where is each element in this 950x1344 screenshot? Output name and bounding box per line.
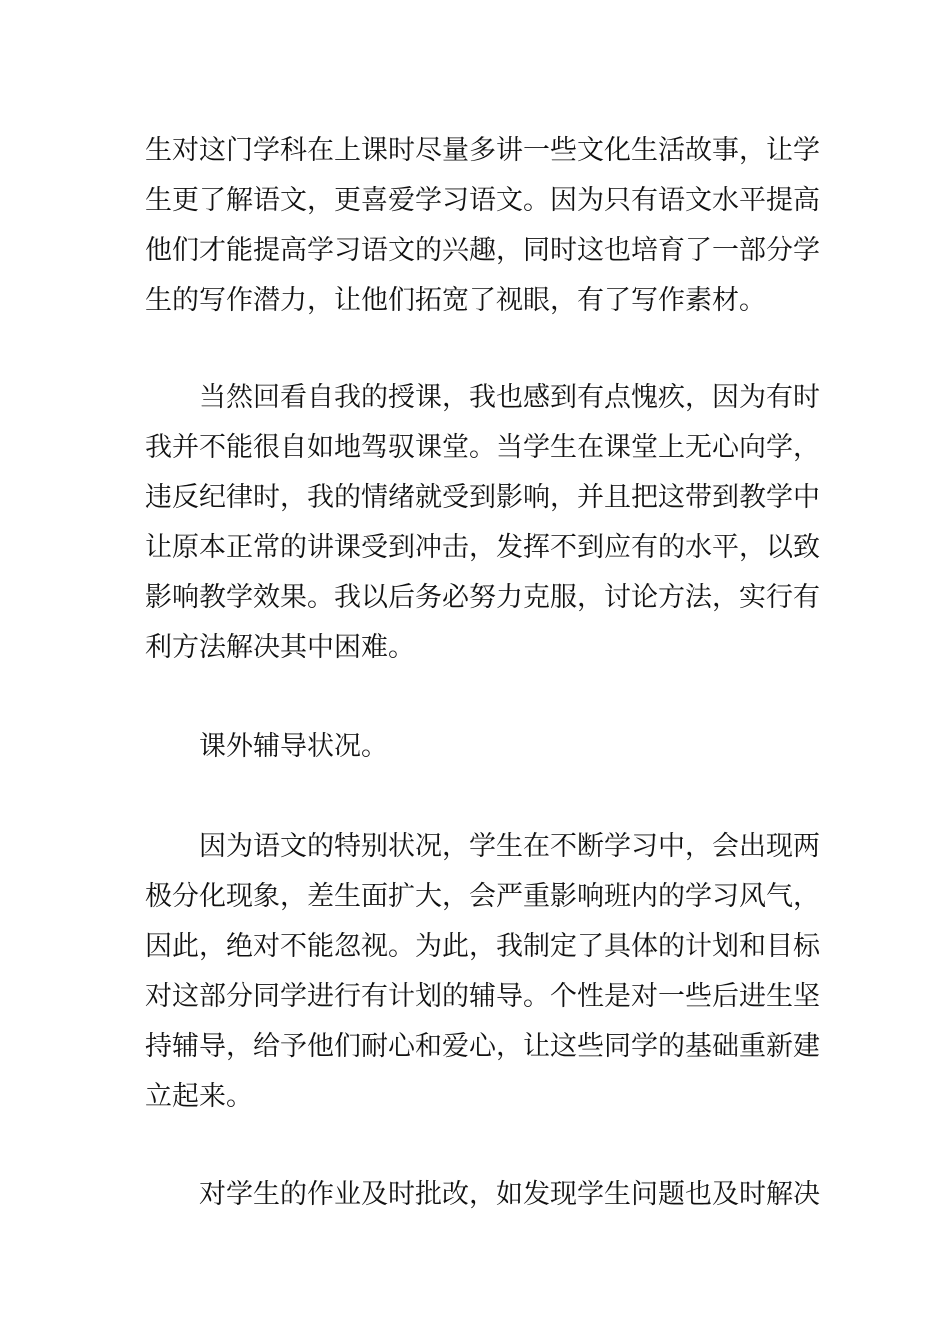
paragraph-line: 生更了解语文，更喜爱学习语文。因为只有语文水平提高 [145, 185, 820, 216]
paragraph-self-reflection [145, 373, 820, 673]
paragraph-line: 生对这门学科在上课时尽量多讲一些文化生活故事，让学 [145, 135, 820, 166]
paragraph-line: 当然回看自我的授课，我也感到有点愧疚，因为有时 [199, 382, 820, 413]
paragraph-line: 影响教学效果。我以后务必努力克服，讨论方法，实行有 [145, 582, 820, 613]
paragraph-line: 违反纪律时，我的情绪就受到影响，并且把这带到教学中 [145, 482, 820, 513]
section-heading-tutoring [145, 722, 810, 772]
paragraph-line: 他们才能提高学习语文的兴趣，同时这也培育了一部分学 [145, 235, 820, 266]
paragraph-line: 因此，绝对不能忽视。为此，我制定了具体的计划和目标 [145, 931, 820, 962]
paragraph-teaching-stories [145, 126, 820, 326]
paragraph-line: 让原本正常的讲课受到冲击，发挥不到应有的水平，以致 [145, 532, 820, 563]
paragraph-line: 持辅导，给予他们耐心和爱心，让这些同学的基础重新建 [145, 1031, 820, 1062]
paragraph-line: 生的写作潜力，让他们拓宽了视眼，有了写作素材。 [145, 285, 766, 316]
paragraph-line: 立起来。 [145, 1081, 253, 1112]
paragraph-homework-correction [145, 1170, 820, 1220]
paragraph-line: 对学生的作业及时批改，如发现学生问题也及时解决 [199, 1179, 820, 1210]
section-heading-line: 课外辅导状况。 [199, 731, 388, 762]
paragraph-line: 极分化现象，差生面扩大，会严重影响班内的学习风气， [145, 881, 820, 912]
paragraph-line: 我并不能很自如地驾驭课堂。当学生在课堂上无心向学， [145, 432, 820, 463]
paragraph-line: 利方法解决其中困难。 [145, 632, 415, 663]
paragraph-line: 因为语文的特别状况，学生在不断学习中，会出现两 [199, 831, 820, 862]
paragraph-tutoring-plan [145, 822, 820, 1122]
paragraph-line: 对这部分同学进行有计划的辅导。个性是对一些后进生坚 [145, 981, 820, 1012]
